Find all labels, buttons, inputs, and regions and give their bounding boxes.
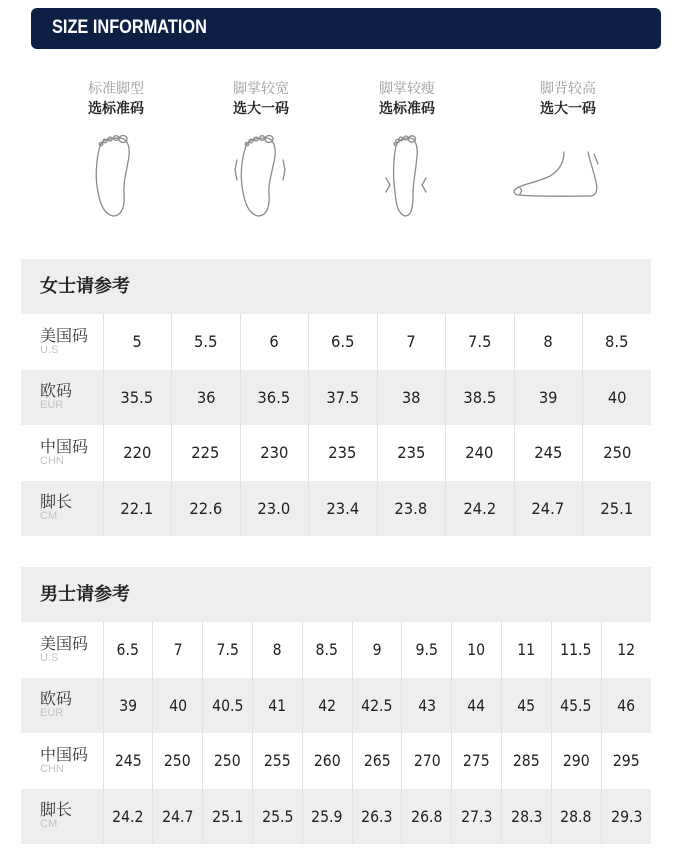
- foot-type-standard: [51, 80, 181, 119]
- size-value: 230: [260, 443, 289, 463]
- size-cell: [402, 789, 452, 845]
- table-row: [21, 314, 651, 370]
- size-value: 5: [132, 332, 142, 352]
- size-cell: [203, 789, 253, 845]
- narrow-foot-icon: [380, 130, 432, 220]
- foot-type-advice: 选标准码: [88, 101, 144, 117]
- row-label-en: CM: [40, 818, 58, 831]
- size-cell: [153, 733, 203, 789]
- row-label-cn: 欧码: [40, 381, 73, 401]
- size-value: 28.3: [510, 806, 543, 826]
- size-cell: [103, 425, 172, 481]
- size-value: 26.8: [411, 806, 443, 826]
- size-value: 8: [272, 640, 282, 660]
- size-cell: [172, 314, 241, 370]
- size-cell: [309, 370, 378, 426]
- table-row: [21, 789, 651, 845]
- size-cell: [153, 622, 203, 678]
- size-value: 25.1: [211, 806, 244, 826]
- size-value: 11: [517, 640, 536, 660]
- size-value: 6.5: [116, 640, 140, 660]
- size-cell: [551, 789, 601, 845]
- row-label: [21, 733, 103, 789]
- size-cell: [514, 314, 583, 370]
- row-label-cn: 中国码: [40, 744, 89, 764]
- size-value: 240: [465, 443, 494, 463]
- size-information-header: [31, 8, 661, 49]
- size-cell: [502, 789, 552, 845]
- row-label-cn: 欧码: [40, 689, 73, 709]
- size-value: 40: [607, 387, 627, 407]
- size-value: 22.6: [189, 498, 223, 518]
- size-value: 25.1: [600, 498, 634, 518]
- size-cell: [309, 481, 378, 537]
- size-cell: [103, 733, 153, 789]
- size-cell: [302, 622, 352, 678]
- size-cell: [203, 678, 253, 734]
- size-cell: [601, 678, 651, 734]
- size-cell: [601, 733, 651, 789]
- size-value: 12: [617, 640, 636, 660]
- size-cell: [309, 425, 378, 481]
- size-cell: [452, 678, 502, 734]
- size-cell: [402, 733, 452, 789]
- men-size-table: [21, 567, 651, 844]
- size-cell: [252, 622, 302, 678]
- size-value: 38.5: [463, 387, 497, 407]
- size-cell: [601, 789, 651, 845]
- size-value: 26.3: [361, 806, 393, 826]
- foot-type-label: 脚掌较瘦: [379, 81, 435, 97]
- size-value: 42: [318, 695, 337, 715]
- table-row: [21, 481, 651, 537]
- size-value: 24.2: [463, 498, 497, 518]
- row-label-en: EUR: [40, 399, 64, 412]
- size-value: 9: [372, 640, 382, 660]
- size-value: 41: [268, 695, 287, 715]
- size-cell: [103, 370, 172, 426]
- row-label: [21, 314, 103, 370]
- size-cell: [252, 733, 302, 789]
- row-label-en: CHN: [40, 762, 64, 775]
- size-value: 25.5: [261, 806, 294, 826]
- row-label: [21, 370, 103, 426]
- size-value: 10: [467, 640, 486, 660]
- table-row: [21, 733, 651, 789]
- size-cell: [352, 733, 402, 789]
- size-cell: [203, 622, 253, 678]
- foot-type-label: 脚背较高: [540, 81, 596, 97]
- size-cell: [309, 314, 378, 370]
- size-value: 29.3: [610, 806, 642, 826]
- size-value: 24.2: [112, 806, 144, 826]
- size-cell: [402, 622, 452, 678]
- size-cell: [377, 314, 446, 370]
- size-cell: [446, 370, 515, 426]
- size-value: 5.5: [194, 332, 218, 352]
- row-label-cn: 脚长: [40, 492, 73, 512]
- size-cell: [446, 314, 515, 370]
- size-value: 275: [463, 751, 491, 771]
- size-value: 6.5: [331, 332, 355, 352]
- foot-type-advice: 选大一码: [233, 101, 289, 117]
- size-value: 260: [313, 751, 341, 771]
- size-value: 8.5: [605, 332, 629, 352]
- size-value: 8.5: [315, 640, 339, 660]
- foot-type-label: 脚掌较宽: [233, 81, 289, 97]
- size-cell: [103, 678, 153, 734]
- header-title: SIZE INFORMATION: [52, 17, 207, 38]
- size-cell: [502, 622, 552, 678]
- size-value: 25.9: [311, 806, 343, 826]
- size-value: 235: [328, 443, 357, 463]
- size-value: 285: [512, 751, 540, 771]
- size-value: 235: [397, 443, 426, 463]
- row-label: [21, 425, 103, 481]
- foot-type-high-instep: [503, 80, 633, 119]
- size-value: 7.5: [216, 640, 239, 660]
- size-value: 42.5: [361, 695, 393, 715]
- size-cell: [172, 425, 241, 481]
- size-cell: [252, 678, 302, 734]
- size-cell: [583, 314, 652, 370]
- size-cell: [514, 425, 583, 481]
- row-label: [21, 622, 103, 678]
- size-value: 40: [168, 695, 187, 715]
- size-value: 45: [517, 695, 536, 715]
- size-value: 24.7: [531, 498, 565, 518]
- size-cell: [551, 678, 601, 734]
- wide-foot-icon: [232, 130, 288, 220]
- size-cell: [502, 678, 552, 734]
- size-value: 23.8: [394, 498, 428, 518]
- size-value: 250: [164, 751, 192, 771]
- size-value: 43: [417, 695, 436, 715]
- size-cell: [240, 370, 309, 426]
- size-cell: [601, 622, 651, 678]
- women-table-title: 女士请参考: [21, 259, 651, 314]
- size-cell: [446, 425, 515, 481]
- standard-foot-icon: [92, 130, 136, 220]
- size-cell: [203, 733, 253, 789]
- size-value: 38: [401, 387, 421, 407]
- size-value: 7.5: [468, 332, 492, 352]
- foot-type-wide: [196, 80, 326, 119]
- size-value: 23.4: [326, 498, 360, 518]
- size-cell: [302, 733, 352, 789]
- size-cell: [103, 789, 153, 845]
- size-value: 225: [191, 443, 220, 463]
- size-value: 11.5: [560, 640, 592, 660]
- size-value: 220: [123, 443, 152, 463]
- size-value: 23.0: [257, 498, 291, 518]
- size-cell: [240, 481, 309, 537]
- row-label: [21, 789, 103, 845]
- men-table-title: 男士请参考: [21, 567, 651, 622]
- table-row: [21, 425, 651, 481]
- size-value: 290: [562, 751, 590, 771]
- size-cell: [172, 370, 241, 426]
- size-cell: [103, 481, 172, 537]
- size-value: 27.3: [460, 806, 493, 826]
- size-cell: [502, 733, 552, 789]
- size-value: 39: [538, 387, 558, 407]
- size-cell: [153, 678, 203, 734]
- table-row: [21, 678, 651, 734]
- row-label: [21, 678, 103, 734]
- size-value: 35.5: [120, 387, 154, 407]
- women-size-grid: [21, 314, 651, 536]
- size-value: 250: [214, 751, 241, 771]
- size-value: 8: [543, 332, 553, 352]
- men-size-grid: [21, 622, 651, 844]
- size-value: 9.5: [415, 640, 438, 660]
- size-value: 7: [173, 640, 183, 660]
- size-value: 37.5: [326, 387, 360, 407]
- size-cell: [103, 314, 172, 370]
- size-value: 245: [534, 443, 563, 463]
- size-cell: [302, 678, 352, 734]
- size-cell: [377, 425, 446, 481]
- size-value: 36: [196, 387, 216, 407]
- size-value: 40.5: [211, 695, 244, 715]
- size-cell: [103, 622, 153, 678]
- row-label-cn: 中国码: [40, 436, 89, 456]
- size-cell: [240, 425, 309, 481]
- table-row: [21, 622, 651, 678]
- high-instep-foot-icon: [510, 150, 602, 202]
- size-cell: [302, 789, 352, 845]
- size-cell: [377, 370, 446, 426]
- size-value: 250: [602, 443, 632, 463]
- size-cell: [551, 622, 601, 678]
- size-cell: [514, 481, 583, 537]
- size-value: 46: [617, 695, 636, 715]
- size-cell: [352, 622, 402, 678]
- size-cell: [452, 789, 502, 845]
- size-cell: [352, 789, 402, 845]
- size-cell: [172, 481, 241, 537]
- size-value: 265: [363, 751, 391, 771]
- row-label-en: CHN: [40, 454, 64, 467]
- size-value: 36.5: [257, 387, 291, 407]
- size-cell: [583, 370, 652, 426]
- size-cell: [514, 370, 583, 426]
- row-label-cn: 脚长: [40, 800, 73, 820]
- women-size-table: [21, 259, 651, 536]
- size-value: 7: [406, 332, 416, 352]
- size-cell: [153, 789, 203, 845]
- row-label: [21, 481, 103, 537]
- size-cell: [352, 678, 402, 734]
- size-cell: [446, 481, 515, 537]
- foot-type-narrow: [342, 80, 472, 119]
- size-value: 270: [413, 751, 441, 771]
- size-value: 39: [118, 695, 137, 715]
- size-cell: [551, 733, 601, 789]
- size-cell: [583, 481, 652, 537]
- size-value: 245: [114, 751, 142, 771]
- size-value: 6: [269, 332, 279, 352]
- size-value: 44: [467, 695, 486, 715]
- table-row: [21, 370, 651, 426]
- size-value: 22.1: [120, 498, 154, 518]
- size-cell: [252, 789, 302, 845]
- size-value: 45.5: [560, 695, 592, 715]
- size-value: 255: [263, 751, 291, 771]
- row-label-cn: 美国码: [40, 325, 89, 345]
- foot-type-label: 标准脚型: [88, 81, 144, 97]
- row-label-en: EUR: [40, 707, 64, 720]
- size-cell: [402, 678, 452, 734]
- size-cell: [377, 481, 446, 537]
- size-value: 28.8: [560, 806, 592, 826]
- foot-type-advice: 选标准码: [379, 101, 435, 117]
- size-cell: [452, 622, 502, 678]
- foot-type-advice: 选大一码: [540, 101, 596, 117]
- row-label-cn: 美国码: [40, 633, 89, 653]
- size-value: 295: [612, 751, 640, 771]
- row-label-en: U.S: [40, 343, 59, 356]
- size-cell: [240, 314, 309, 370]
- row-label-en: CM: [40, 510, 58, 523]
- size-cell: [452, 733, 502, 789]
- size-value: 24.7: [162, 806, 194, 826]
- size-cell: [583, 425, 652, 481]
- row-label-en: U.S: [40, 651, 59, 664]
